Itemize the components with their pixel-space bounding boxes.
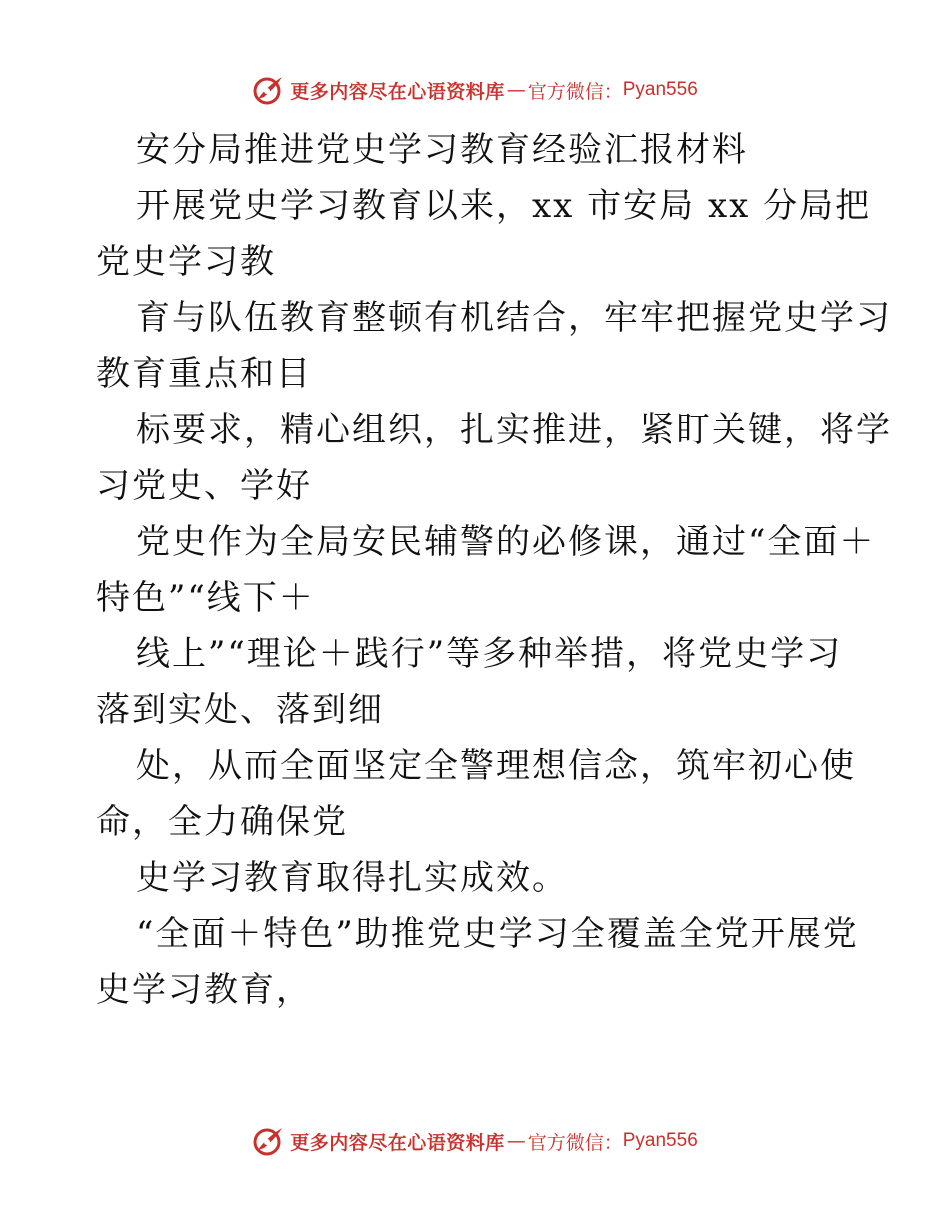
paragraph-line: 教育重点和目 xyxy=(96,354,312,394)
paragraph-line: 史学习教育取得扎实成效。 xyxy=(136,858,568,898)
paragraph-line: 命，全力确保党 xyxy=(96,802,348,842)
header-watermark xyxy=(0,72,950,108)
watermark-brand: 更多内容尽在心语资料库 xyxy=(290,1131,505,1154)
watermark-wechat-id: Pyan556 xyxy=(622,1130,698,1151)
paragraph-line: 落到实处、落到细 xyxy=(96,690,384,730)
watermark-wechat-label: 官方微信： xyxy=(527,1131,623,1154)
quill-logo-icon xyxy=(252,1124,286,1158)
footer-watermark xyxy=(0,1123,950,1159)
paragraph-line: 史学习教育， xyxy=(96,970,312,1010)
watermark-separator: — xyxy=(506,79,526,101)
paragraph-line: 处，从而全面坚定全警理想信念，筑牢初心使 xyxy=(136,746,856,786)
document-title: 安分局推进党史学习教育经验汇报材料 xyxy=(136,130,748,170)
paragraph-line: 开展党史学习教育以来，xx 市安局 xx 分局把 xyxy=(136,186,872,226)
quill-logo-icon xyxy=(252,73,286,107)
paragraph-line: 标要求，精心组织，扎实推进，紧盯关键，将学 xyxy=(136,410,892,450)
watermark-wechat-id: Pyan556 xyxy=(622,79,698,100)
watermark-separator: — xyxy=(506,1130,526,1152)
watermark-brand: 更多内容尽在心语资料库 xyxy=(290,80,505,103)
paragraph-line: 线上”“理论＋践行”等多种举措，将党史学习 xyxy=(136,634,843,674)
paragraph-line: 党史作为全局安民辅警的必修课，通过“全面＋ xyxy=(136,522,876,562)
section-heading-line: “全面＋特色”助推党史学习全覆盖全党开展党 xyxy=(136,914,859,954)
paragraph-line: 党史学习教 xyxy=(96,242,276,282)
document-body xyxy=(96,122,892,1018)
watermark-wechat-label: 官方微信： xyxy=(527,80,623,103)
paragraph-line: 特色”“线下＋ xyxy=(96,578,315,618)
paragraph-line: 习党史、学好 xyxy=(96,466,312,506)
paragraph-line: 育与队伍教育整顿有机结合，牢牢把握党史学习 xyxy=(136,298,892,338)
